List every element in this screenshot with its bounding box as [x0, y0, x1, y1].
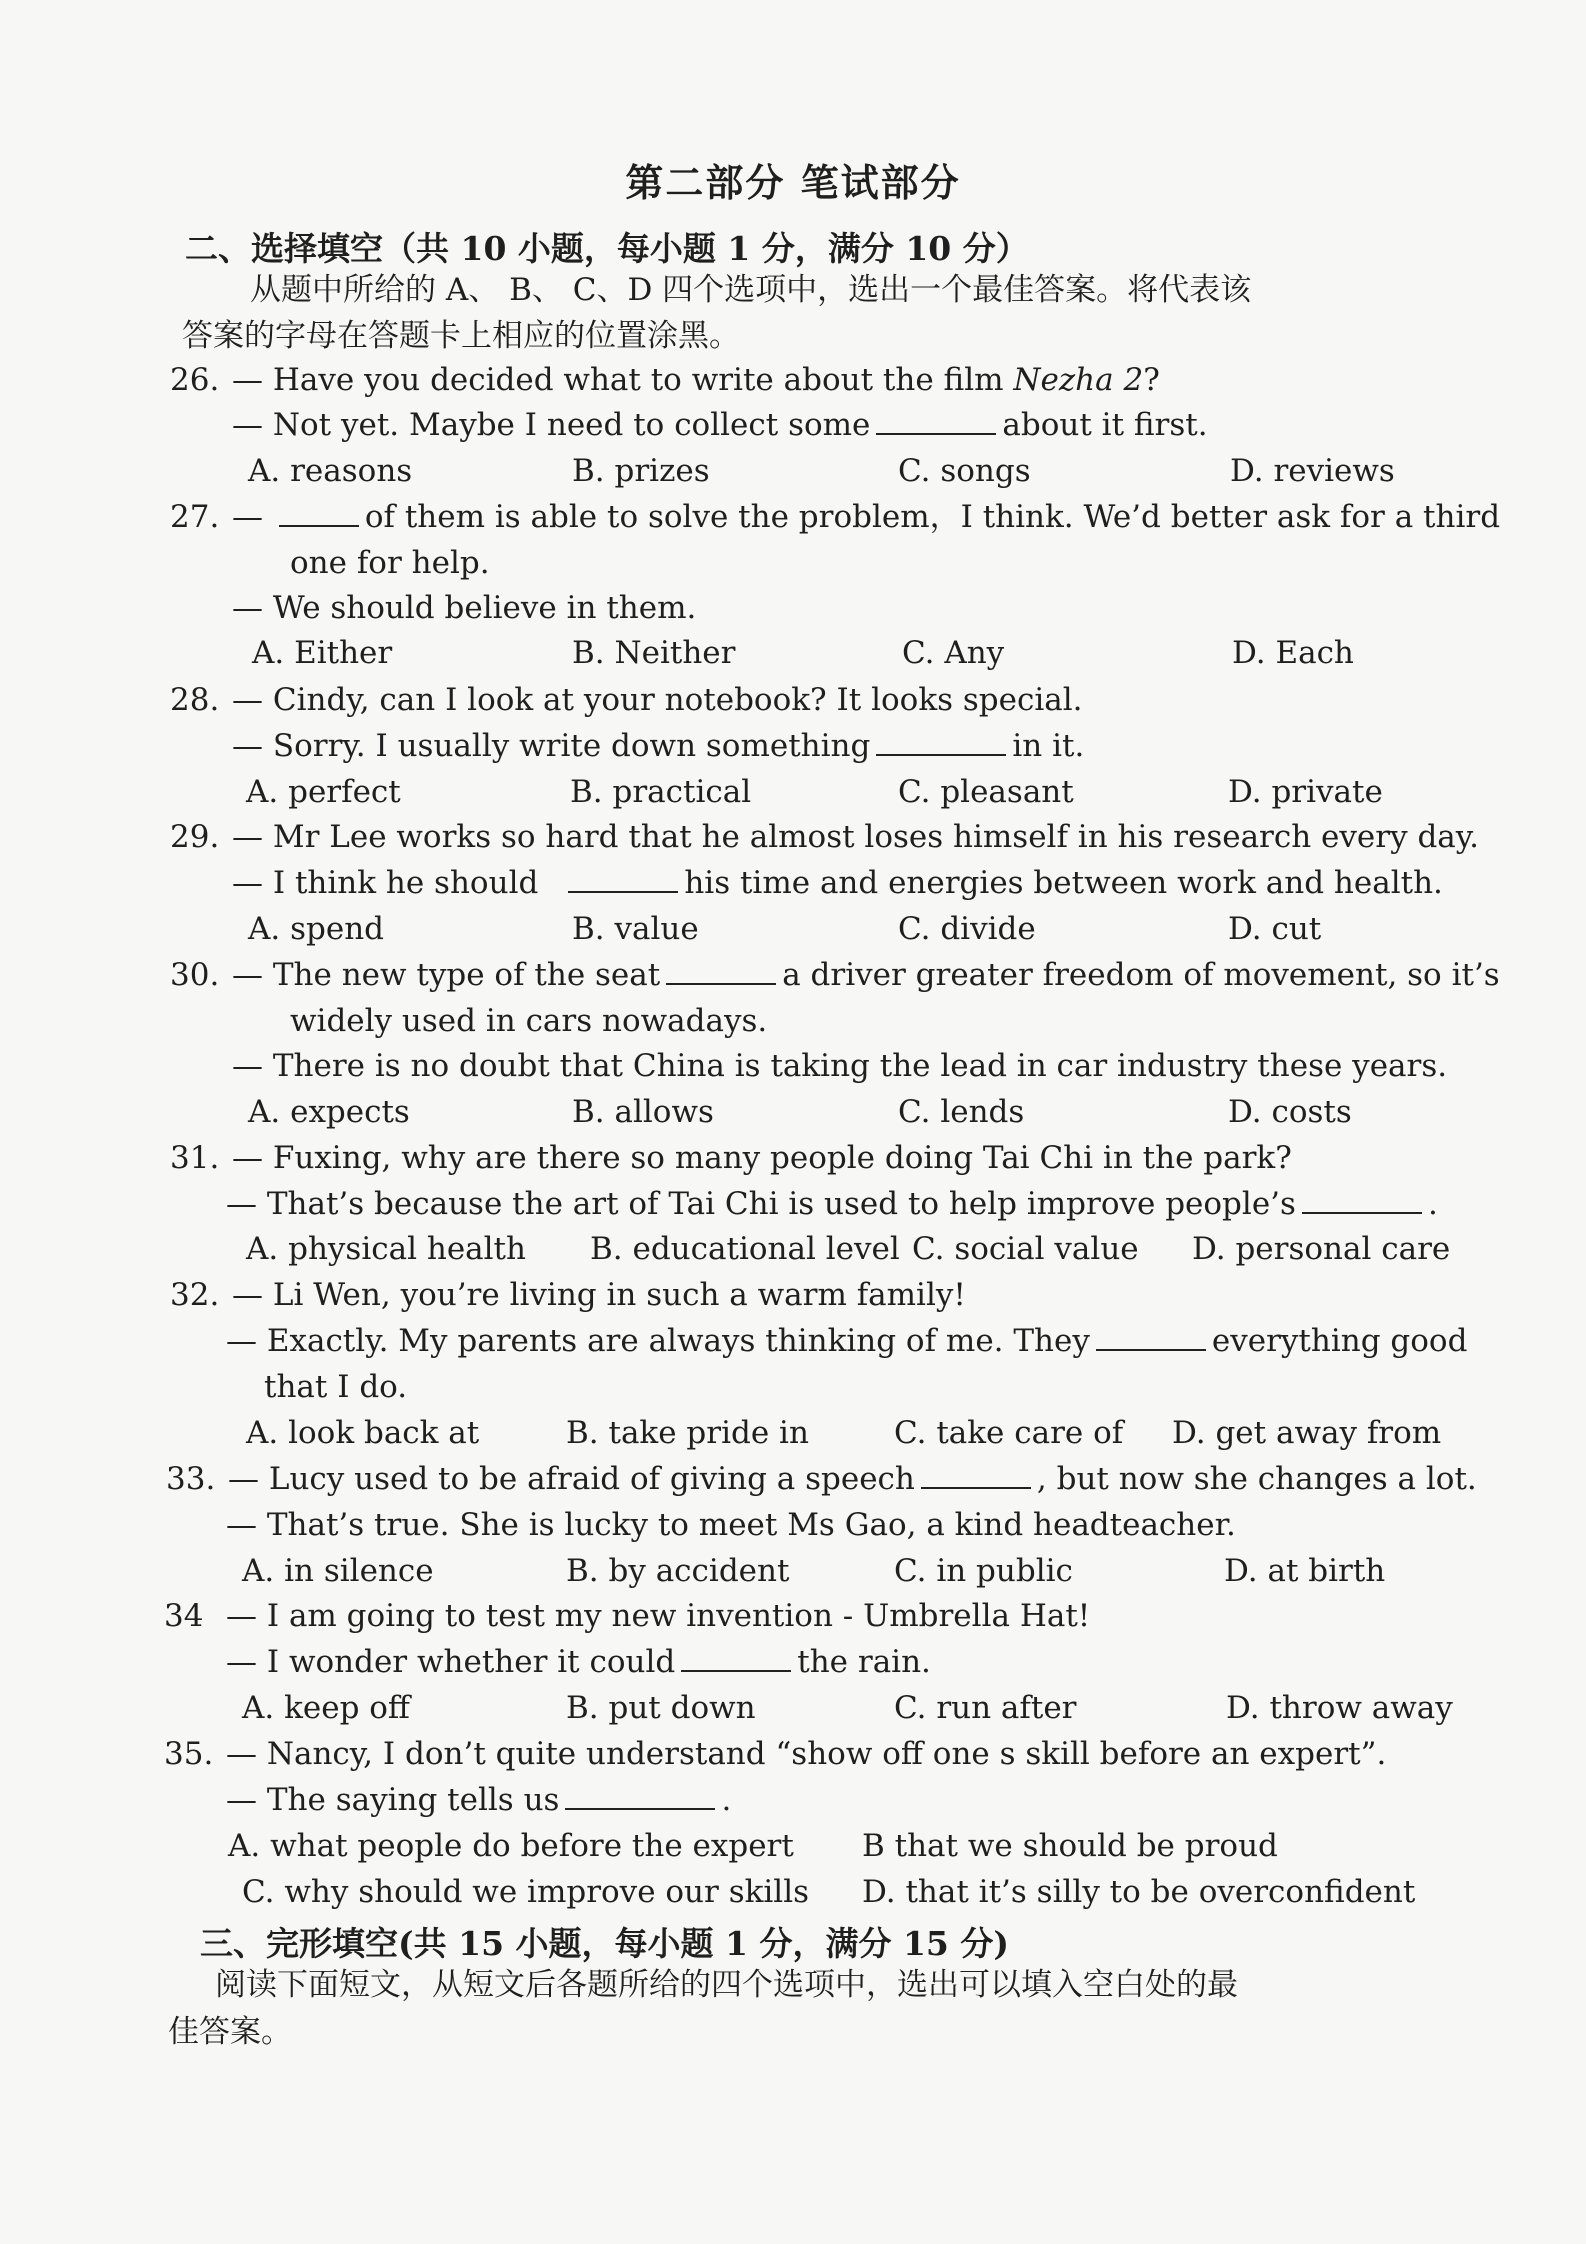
response-text: his time and energies between work and health. [684, 865, 1443, 901]
question-35-response [226, 1780, 731, 1820]
option-d: D. at birth [1224, 1553, 1386, 1589]
option-c: C. in public [894, 1553, 1073, 1589]
option-c: C. run after [894, 1690, 1077, 1726]
question-text: — Fuxing, why are there so many people doing Tai Chi in the park? [232, 1140, 1292, 1176]
question-34 [164, 1596, 1464, 1636]
option-b: B. allows [572, 1094, 714, 1130]
question-30-response: — There is no doubt that China is taking the lead in car industry these years. [232, 1048, 1448, 1084]
response-text: — That’s because the art of Tai Chi is used to help improve people’s [226, 1186, 1296, 1222]
response-text: — Not yet. Maybe I need to collect some [232, 407, 871, 443]
question-27 [170, 497, 1501, 537]
question-text: , but now she changes a lot. [1036, 1461, 1477, 1497]
option-d: D. Each [1232, 635, 1354, 671]
question-30-continued: widely used in cars nowadays. [290, 1003, 768, 1039]
film-title: Nezha 2 [1013, 362, 1144, 398]
option-d: D. that it’s silly to be overconfident [862, 1874, 1416, 1910]
response-text: — Exactly. My parents are always thinking of me. They [226, 1323, 1090, 1359]
answer-blank [1096, 1321, 1206, 1351]
question-text: — I am going to test my new invention - Umbrella Hat! [226, 1598, 1091, 1634]
response-text: the rain. [797, 1644, 931, 1680]
question-32-continued: that I do. [264, 1369, 408, 1405]
question-27-response: — We should believe in them. [232, 590, 697, 626]
question-text: — Cindy, can I look at your notebook? It looks special. [232, 682, 1083, 718]
option-b: B. value [572, 911, 699, 947]
option-c: C. lends [898, 1094, 1025, 1130]
question-26 [170, 360, 1470, 400]
option-b: B. Neither [572, 635, 736, 671]
question-text: — Lucy used to be afraid of giving a speech [228, 1461, 915, 1497]
option-b: B. put down [566, 1690, 756, 1726]
answer-blank [876, 726, 1006, 756]
question-26-response [232, 405, 1208, 445]
response-text: — I think he should [232, 865, 539, 901]
question-32 [170, 1275, 1470, 1315]
question-text: — The new type of the seat [232, 957, 661, 993]
question-text: ? [1143, 362, 1160, 398]
option-c: C. pleasant [898, 774, 1074, 810]
option-d: D. reviews [1230, 453, 1395, 489]
answer-blank [565, 1780, 715, 1810]
question-number: 29. [170, 819, 220, 855]
question-35 [164, 1734, 1464, 1774]
question-text: of them is able to solve the problem，I think. We’d better ask for a third [364, 499, 1501, 535]
question-text: — [232, 499, 273, 535]
option-d: D. personal care [1192, 1231, 1451, 1267]
option-c: C. Any [902, 635, 1005, 671]
question-28 [170, 680, 1470, 720]
question-text: — Mr Lee works so hard that he almost loses himself in his research every day. [232, 819, 1480, 855]
option-d: D. costs [1228, 1094, 1352, 1130]
option-a: A. in silence [242, 1553, 434, 1589]
response-text: — Sorry. I usually write down something [232, 728, 871, 764]
section-3-heading: 三、完形填空(共 15 小题，每小题 1 分，满分 15 分) [200, 1924, 1009, 1963]
option-b: B. take pride in [566, 1415, 809, 1451]
answer-blank [666, 955, 776, 985]
option-b: B. educational level [590, 1231, 900, 1267]
question-number: 31. [170, 1140, 220, 1176]
section-2-heading: 二、选择填空（共 10 小题，每小题 1 分，满分 10 分） [185, 229, 1029, 268]
option-a: A. what people do before the expert [228, 1828, 794, 1864]
answer-blank [568, 863, 678, 893]
question-number: 28. [170, 682, 220, 718]
question-text: — Nancy, I don’t quite understand “show off one s skill before an expert”. [226, 1736, 1387, 1772]
option-b: B. by accident [566, 1553, 790, 1589]
question-number: 34 [164, 1598, 204, 1634]
response-text: about it first. [1002, 407, 1208, 443]
question-29 [170, 817, 1480, 857]
question-number: 30. [170, 957, 220, 993]
option-a: A. Either [252, 635, 393, 671]
question-30 [170, 955, 1500, 995]
option-a: A. perfect [246, 774, 401, 810]
option-a: A. reasons [248, 453, 413, 489]
option-a: A. look back at [246, 1415, 480, 1451]
question-28-response [232, 726, 1084, 766]
response-text: . [721, 1782, 732, 1818]
section-2-instruction-1: 从题中所给的 A、 B、 C、D 四个选项中，选出一个最佳答案。将代表该 [250, 272, 1252, 308]
question-number: 33. [166, 1461, 216, 1497]
question-31-response [226, 1184, 1438, 1224]
answer-blank [921, 1459, 1031, 1489]
option-c: C. take care of [894, 1415, 1124, 1451]
page-title: 第二部分 笔试部分 [625, 160, 961, 205]
option-d: D. get away from [1172, 1415, 1442, 1451]
response-text: everything good [1211, 1323, 1468, 1359]
option-b: B. practical [570, 774, 752, 810]
question-27-continued: one for help. [290, 545, 490, 581]
question-31 [170, 1138, 1470, 1178]
question-number: 27. [170, 499, 220, 535]
option-a: A. physical health [246, 1231, 526, 1267]
question-34-response [226, 1642, 931, 1682]
option-c: C. social value [912, 1231, 1139, 1267]
question-number: 26. [170, 362, 220, 398]
question-text: a driver greater freedom of movement, so it’s [782, 957, 1500, 993]
question-number: 32. [170, 1277, 220, 1313]
option-a: A. keep off [242, 1690, 410, 1726]
option-d: D. private [1228, 774, 1383, 810]
question-number: 35. [164, 1736, 214, 1772]
response-text: . [1427, 1186, 1438, 1222]
answer-blank [279, 497, 359, 527]
response-text: — The saying tells us [226, 1782, 560, 1818]
section-2-instruction-2: 答案的字母在答题卡上相应的位置涂黑。 [182, 318, 740, 354]
section-3-instruction-2: 佳答案。 [168, 2014, 292, 2050]
option-d: D. cut [1228, 911, 1322, 947]
option-b: B that we should be proud [862, 1828, 1278, 1864]
option-a: A. spend [248, 911, 385, 947]
response-text: in it. [1012, 728, 1085, 764]
question-text: — Have you decided what to write about the film [232, 362, 1014, 398]
option-b: B. prizes [572, 453, 710, 489]
question-29-response [232, 863, 1443, 903]
question-32-response [226, 1321, 1467, 1361]
option-c: C. why should we improve our skills [242, 1874, 810, 1910]
section-3-instruction-1: 阅读下面短文，从短文后各题所给的四个选项中，选出可以填入空白处的最 [215, 1967, 1238, 2003]
option-c: C. divide [898, 911, 1036, 947]
question-text: — Li Wen, you’re living in such a warm family! [232, 1277, 966, 1313]
option-c: C. songs [898, 453, 1031, 489]
question-33 [166, 1459, 1477, 1499]
answer-blank [1302, 1184, 1422, 1214]
option-a: A. expects [248, 1094, 410, 1130]
answer-blank [681, 1642, 791, 1672]
answer-blank [876, 405, 996, 435]
question-33-response: — That’s true. She is lucky to meet Ms Gao, a kind headteacher. [226, 1507, 1236, 1543]
option-d: D. throw away [1226, 1690, 1453, 1726]
response-text: — I wonder whether it could [226, 1644, 676, 1680]
